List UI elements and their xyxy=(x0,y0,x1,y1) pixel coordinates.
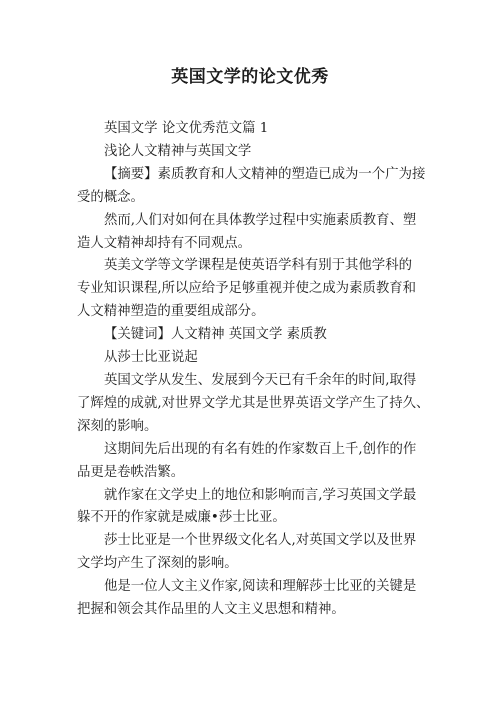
paragraph-line: 然而,人们对如何在具体教学过程中实施素质教育、塑 xyxy=(104,212,417,228)
paragraph-line: 英美文学等文学课程是使英语学科有别于其他学科的 xyxy=(104,258,412,274)
document-body xyxy=(77,118,429,622)
document-title: 英国文学的论文优秀 xyxy=(171,67,329,87)
paragraph-line: 文学均产生了深刻的影响。 xyxy=(77,556,238,572)
paragraph xyxy=(77,370,429,439)
paragraph xyxy=(77,210,429,256)
paragraph-line: 英国文学从发生、发展到今天已有千余年的时间,取得 xyxy=(104,372,417,388)
paragraph-line: 深刻的影响。 xyxy=(77,418,158,434)
paragraph-line: 专业知识课程,所以应给予足够重视并使之成为素质教育和 xyxy=(77,281,417,297)
paragraph xyxy=(77,324,429,347)
paragraph-line: 把握和领会其作品里的人文主义思想和精神。 xyxy=(77,602,345,618)
paragraph-line: 他是一位人文主义作家,阅读和理解莎士比亚的关键是 xyxy=(104,579,417,595)
paragraph xyxy=(77,347,429,370)
paragraph xyxy=(77,576,429,622)
paragraph xyxy=(77,485,429,531)
paragraph-line: 就作家在文学史上的地位和影响而言,学习英国文学最 xyxy=(104,487,417,503)
paragraph xyxy=(77,118,429,141)
paragraph-line: 【摘要】素质教育和人文精神的塑造已成为一个广为接 xyxy=(104,166,426,182)
paragraph-line: 了辉煌的成就,对世界文学尤其是世界英语文学产生了持久、 xyxy=(77,395,430,411)
paragraph xyxy=(77,439,429,485)
paragraph-line: 受的概念。 xyxy=(77,189,144,205)
paragraph xyxy=(77,255,429,324)
paragraph-line: 【关键词】人文精神 英国文学 素质教 xyxy=(104,327,327,343)
paragraph-line: 这期间先后出现的有名有姓的作家数百上千,创作的作 xyxy=(104,441,417,457)
paragraph-line: 躲不开的作家就是威廉•莎士比亚。 xyxy=(77,510,286,526)
paragraph-line: 英国文学 论文优秀范文篇 1 xyxy=(104,121,269,136)
paragraph-line: 莎士比亚是一个世界级文化名人,对英国文学以及世界 xyxy=(104,533,417,549)
paragraph-line: 品更是卷帙浩繁。 xyxy=(77,464,185,480)
paragraph-line: 造人文精神却持有不同观点。 xyxy=(77,235,252,251)
paragraph xyxy=(77,141,429,164)
paragraph-line: 浅论人文精神与英国文学 xyxy=(104,143,252,159)
paragraph-line: 人文精神塑造的重要组成部分。 xyxy=(77,304,265,320)
paragraph xyxy=(77,530,429,576)
paragraph xyxy=(77,164,429,210)
paragraph-line: 从莎士比亚说起 xyxy=(104,350,198,366)
